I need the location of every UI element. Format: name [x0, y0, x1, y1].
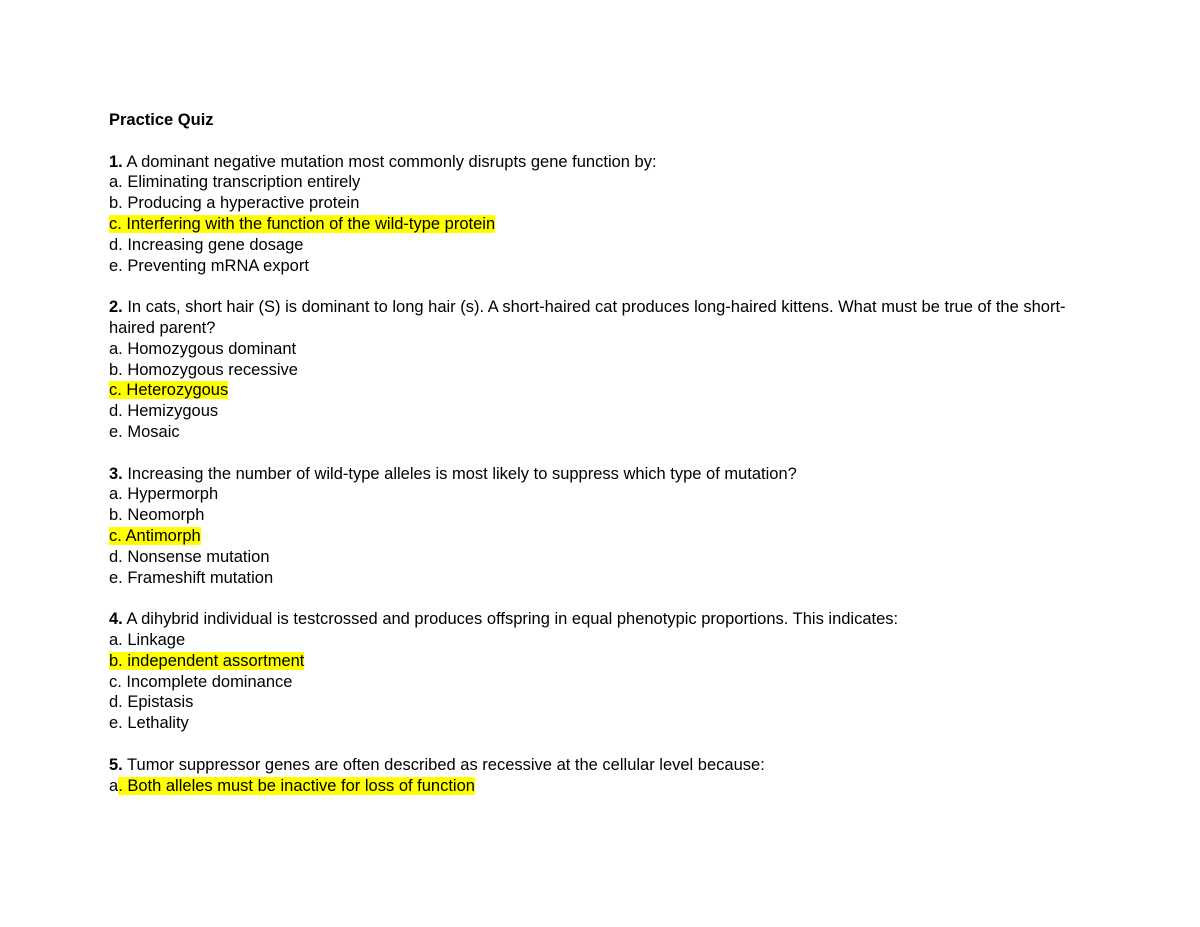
question-1: [109, 152, 1099, 277]
question-number: 4.: [109, 610, 123, 629]
page-title: Practice Quiz: [109, 111, 214, 129]
question-prompt: A dominant negative mutation most commonly disrupts gene function by:: [122, 152, 657, 171]
option-a: [109, 172, 1099, 193]
question-3: [109, 464, 1099, 589]
question-number: 2.: [109, 298, 123, 317]
option-e: [109, 713, 1099, 734]
option-label: e. Mosaic: [109, 422, 180, 441]
option-label: e. Preventing mRNA export: [109, 256, 309, 275]
option-label: a. Hypermorph: [109, 485, 219, 504]
option-b: [109, 360, 1099, 381]
option-d: [109, 692, 1099, 713]
option-d: [109, 547, 1099, 568]
question-text: [109, 609, 1099, 630]
option-c: [109, 672, 1099, 693]
question-prompt: A dihybrid individual is testcrossed and produces offspring in equal phenotypic proportions. This indicates:: [122, 610, 899, 629]
option-d: [109, 235, 1099, 256]
highlighted-answer: c. Heterozygous: [109, 381, 229, 400]
question-5: [109, 755, 1099, 797]
question-number: 5.: [109, 755, 123, 774]
question-4: [109, 609, 1099, 734]
option-label: d. Nonsense mutation: [109, 547, 270, 566]
option-e: [109, 256, 1099, 277]
option-label: b. Homozygous recessive: [109, 360, 298, 379]
option-label: a. Eliminating transcription entirely: [109, 173, 361, 192]
highlighted-answer: b. independent assortment: [109, 651, 305, 670]
quiz-page: [109, 110, 1099, 817]
option-a: [109, 339, 1099, 360]
option-label: a. Linkage: [109, 630, 186, 649]
highlighted-answer: c. Interfering with the function of the wild-type protein: [109, 214, 496, 233]
option-label: e. Lethality: [109, 714, 189, 733]
question-prompt: In cats, short hair (S) is dominant to long hair (s). A short-haired cat produces long-haired kittens. What must be true of the short-haired parent?: [109, 298, 1066, 337]
highlighted-answer: . Both alleles must be inactive for loss of function: [118, 776, 475, 795]
highlighted-answer: c. Antimorph: [109, 526, 201, 545]
question-text: [109, 464, 1099, 485]
option-c-answer: [109, 380, 1099, 401]
option-b: [109, 193, 1099, 214]
question-text: [109, 755, 1099, 776]
option-e: [109, 568, 1099, 589]
option-label: b. Neomorph: [109, 506, 205, 525]
option-d: [109, 401, 1099, 422]
option-a-answer: [109, 776, 1099, 797]
option-label: e. Frameshift mutation: [109, 568, 274, 587]
option-label: c. Incomplete dominance: [109, 672, 293, 691]
option-label: d. Epistasis: [109, 693, 194, 712]
question-text: [109, 152, 1099, 173]
option-a: [109, 630, 1099, 651]
option-c-answer: [109, 214, 1099, 235]
option-a: [109, 484, 1099, 505]
option-c-answer: [109, 526, 1099, 547]
option-b-answer: [109, 651, 1099, 672]
option-label: b. Producing a hyperactive protein: [109, 194, 360, 213]
option-letter: a: [109, 776, 119, 795]
option-e: [109, 422, 1099, 443]
option-label: d. Increasing gene dosage: [109, 235, 304, 254]
option-b: [109, 505, 1099, 526]
question-number: 3.: [109, 464, 123, 483]
question-number: 1.: [109, 152, 123, 171]
question-prompt: Tumor suppressor genes are often described as recessive at the cellular level because:: [122, 755, 765, 774]
question-prompt: Increasing the number of wild-type alleles is most likely to suppress which type of mutation?: [122, 464, 797, 483]
option-label: d. Hemizygous: [109, 402, 219, 421]
question-text: [109, 297, 1099, 339]
option-label: a. Homozygous dominant: [109, 339, 297, 358]
question-2: [109, 297, 1099, 443]
